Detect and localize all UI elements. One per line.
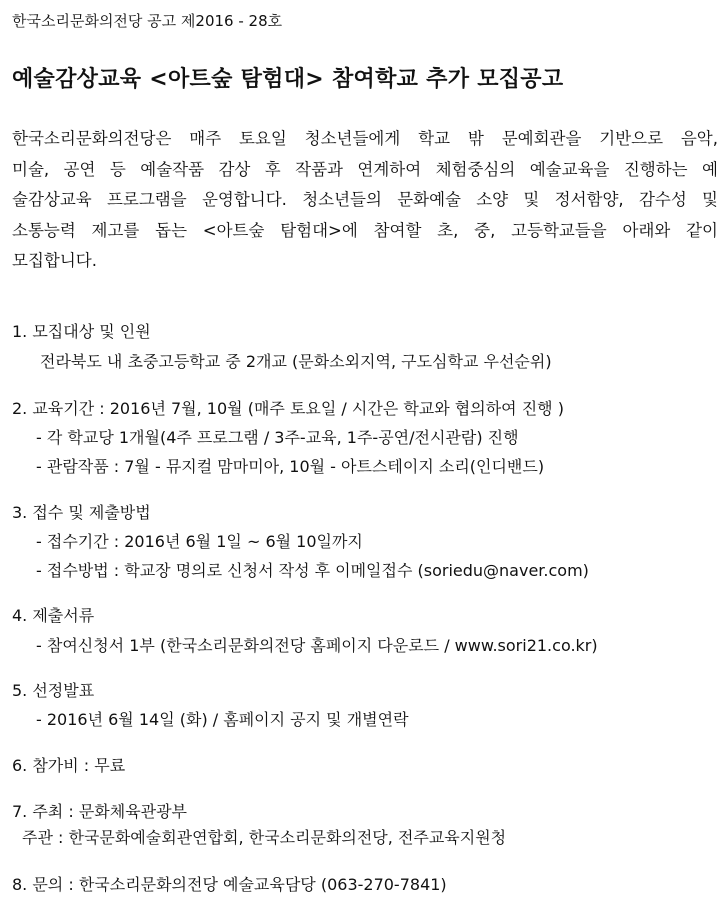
section-7-heading: 7. 주최 : 문화체육관광부 — [12, 802, 188, 821]
intro-line: 한국소리문화의전당은 매주 토요일 청소년들에게 학교 밖 문예회관을 기반으로 음악, — [12, 129, 718, 148]
section-1-detail: 전라북도 내 초중고등학교 중 2개교 (문화소외지역, 구도심학교 우선순위) — [40, 352, 552, 371]
intro-line: 술감상교육 프로그램을 운영합니다. 청소년들의 문화예술 소양 및 정서함양, 감수성 및 — [12, 190, 718, 209]
intro-line: 미술, 공연 등 예술작품 감상 후 작품과 연계하여 체험중심의 예술교육을 진행하는 예 — [12, 159, 718, 179]
section-4-heading: 4. 제출서류 — [12, 606, 95, 625]
intro-paragraph — [12, 124, 718, 277]
section-4-item-1: - 참여신청서 1부 (한국소리문화의전당 홈페이지 다운로드 / www.sori21.co.kr) — [36, 636, 598, 655]
section-7-item-1: 주관 : 한국문화예술회관연합회, 한국소리문화의전당, 전주교육지원청 — [22, 828, 507, 847]
section-2-item-1: - 각 학교당 1개월(4주 프로그램 / 3주-교육, 1주-공연/전시관람) 진행 — [36, 428, 519, 447]
section-5-heading: 5. 선정발표 — [12, 681, 95, 700]
section-2-item-2: - 관람작품 : 7월 - 뮤지컬 맘마미아, 10월 - 아트스테이지 소리(인디밴드) — [36, 457, 545, 476]
section-8-heading: 8. 문의 : 한국소리문화의전당 예술교육담당 (063-270-7841) — [12, 875, 447, 894]
section-6-heading: 6. 참가비 : 무료 — [12, 756, 126, 775]
section-1-heading: 1. 모집대상 및 인원 — [12, 322, 151, 341]
section-3-item-2: - 접수방법 : 학교장 명의로 신청서 작성 후 이메일접수 (soriedu@naver.com) — [36, 561, 589, 580]
section-5-item-1: - 2016년 6월 14일 (화) / 홈페이지 공지 및 개별연락 — [36, 710, 409, 729]
notice-number: 한국소리문화의전당 공고 제2016 - 28호 — [12, 12, 283, 30]
section-2-heading: 2. 교육기간 : 2016년 7월, 10월 (매주 토요일 / 시간은 학교와 협의하여 진행 ) — [12, 399, 564, 418]
intro-line: 모집합니다. — [12, 251, 97, 270]
section-3-item-1: - 접수기간 : 2016년 6월 1일 ~ 6월 10일까지 — [36, 532, 363, 551]
section-3-heading: 3. 접수 및 제출방법 — [12, 503, 151, 522]
page-title: 예술감상교육 <아트숲 탐험대> 참여학교 추가 모집공고 — [12, 67, 564, 92]
intro-line: 소통능력 제고를 돕는 <아트숲 탐험대>에 참여할 초, 중, 고등학교들을 아래와 같이 — [12, 220, 718, 240]
